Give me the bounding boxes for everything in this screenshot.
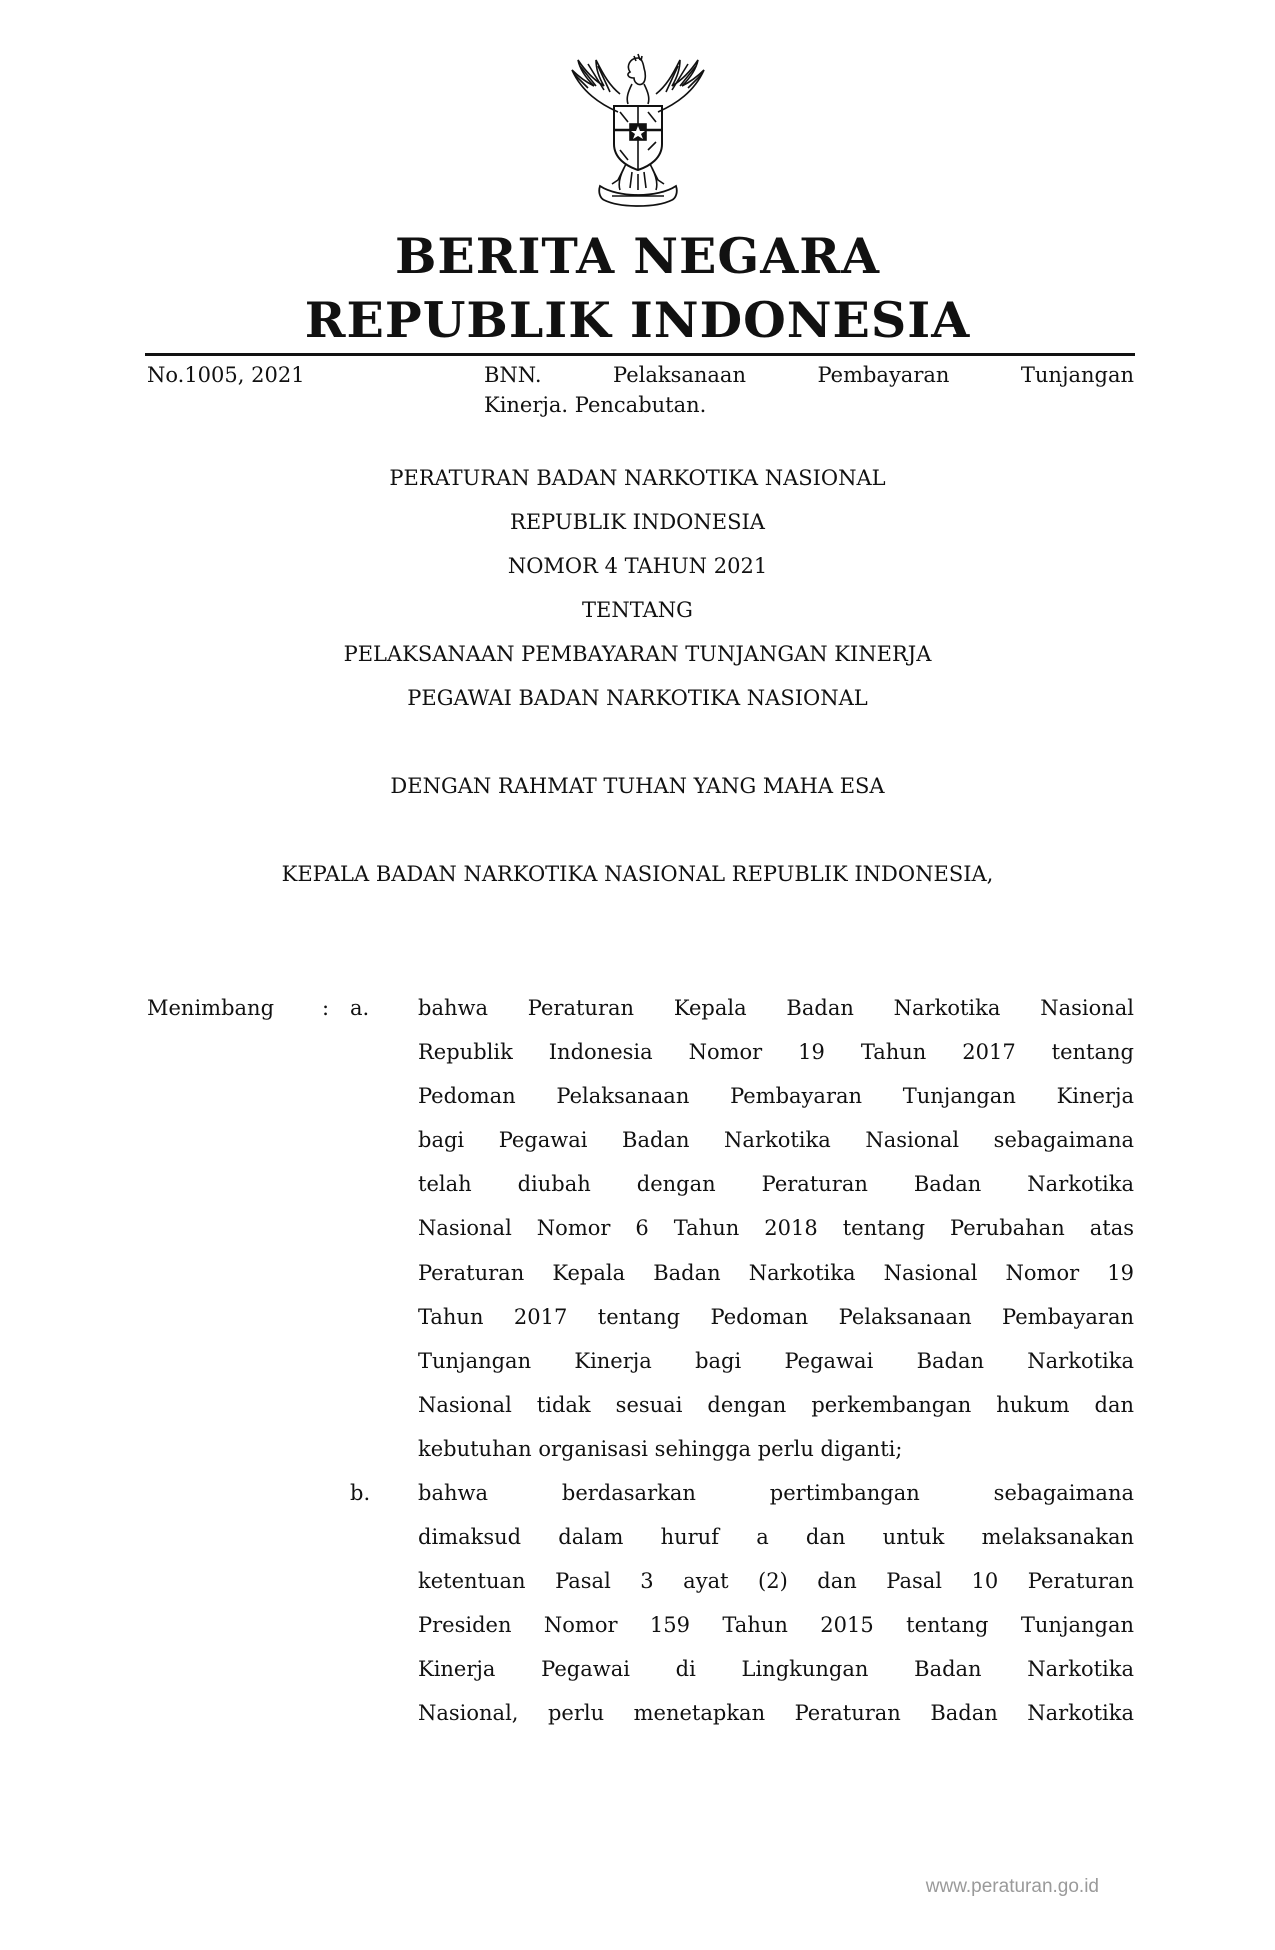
invocation — [0, 764, 1275, 808]
regulation-line-5: PELAKSANAAN PEMBAYARAN TUNJANGAN KINERJA — [343, 642, 932, 666]
item-b-line: bahwa berdasarkan pertimbangan sebagaimana — [418, 1481, 1134, 1505]
regulation-title — [0, 456, 1275, 720]
official-text: KEPALA BADAN NARKOTIKA NASIONAL REPUBLIK INDONESIA, — [281, 862, 994, 886]
garuda-emblem-icon — [548, 52, 728, 212]
regulation-line-1: PERATURAN BADAN NARKOTIKA NASIONAL — [389, 466, 886, 490]
item-a-line: Tunjangan Kinerja bagi Pegawai Badan Narkotika — [418, 1348, 1134, 1373]
regulation-line-3: NOMOR 4 TAHUN 2021 — [507, 554, 768, 578]
item-a-line: telah diubah dengan Peraturan Badan Narkotika — [418, 1172, 1134, 1197]
document-subject — [484, 360, 1134, 420]
item-a-line: Peraturan Kepala Badan Narkotika Nasional Nomor 19 — [418, 1260, 1134, 1285]
item-b-line: ketentuan Pasal 3 ayat (2) dan Pasal 10 Peraturan — [418, 1569, 1134, 1594]
item-a-line: kebutuhan organisasi sehingga perlu diganti; — [418, 1436, 903, 1461]
regulation-line-6: PEGAWAI BADAN NARKOTIKA NASIONAL — [407, 686, 868, 710]
item-a-line: Republik Indonesia Nomor 19 Tahun 2017 tentang — [418, 1040, 1134, 1065]
item-a-line: bagi Pegawai Badan Narkotika Nasional sebagaimana — [418, 1128, 1134, 1153]
item-b-line: Kinerja Pegawai di Lingkungan Badan Narkotika — [418, 1657, 1134, 1682]
item-a-marker: a. — [350, 996, 370, 1020]
item-b-marker: b. — [350, 1481, 371, 1505]
item-b-line: dimaksud dalam huruf a dan untuk melaksanakan — [418, 1525, 1134, 1550]
item-a-line: Pedoman Pelaksanaan Pembayaran Tunjangan Kinerja — [418, 1084, 1134, 1109]
document-number: No.1005, 2021 — [147, 363, 305, 387]
official-heading — [0, 852, 1275, 896]
item-b-text — [418, 1471, 1134, 1736]
item-a-line: Tahun 2017 tentang Pedoman Pelaksanaan Pembayaran — [418, 1304, 1134, 1329]
regulation-line-4: TENTANG — [582, 598, 693, 622]
footer-url[interactable]: www.peraturan.go.id — [925, 1876, 1099, 1897]
item-a-line: bahwa Peraturan Kepala Badan Narkotika Nasional — [418, 996, 1134, 1020]
item-b-line: Nasional, perlu menetapkan Peraturan Badan Narkotika — [418, 1701, 1134, 1726]
masthead-title: BERITA NEGARA — [394, 227, 880, 285]
considering-colon: : — [322, 996, 330, 1020]
subject-line-1: BNN. Pelaksanaan Pembayaran Tunjangan — [484, 363, 1134, 387]
masthead-subtitle: REPUBLIK INDONESIA — [304, 291, 971, 349]
item-b-line: Presiden Nomor 159 Tahun 2015 tentang Tunjangan — [418, 1613, 1134, 1638]
item-a-line: Nasional tidak sesuai dengan perkembangan hukum dan — [418, 1392, 1134, 1417]
masthead-rule — [145, 353, 1135, 356]
invocation-text: DENGAN RAHMAT TUHAN YANG MAHA ESA — [390, 774, 885, 798]
item-a-line: Nasional Nomor 6 Tahun 2018 tentang Perubahan atas — [418, 1216, 1134, 1241]
considering-label: Menimbang — [147, 996, 275, 1020]
regulation-line-2: REPUBLIK INDONESIA — [510, 510, 765, 534]
item-a-text — [418, 986, 1134, 1471]
subject-line-2: Kinerja. Pencabutan. — [484, 393, 707, 417]
